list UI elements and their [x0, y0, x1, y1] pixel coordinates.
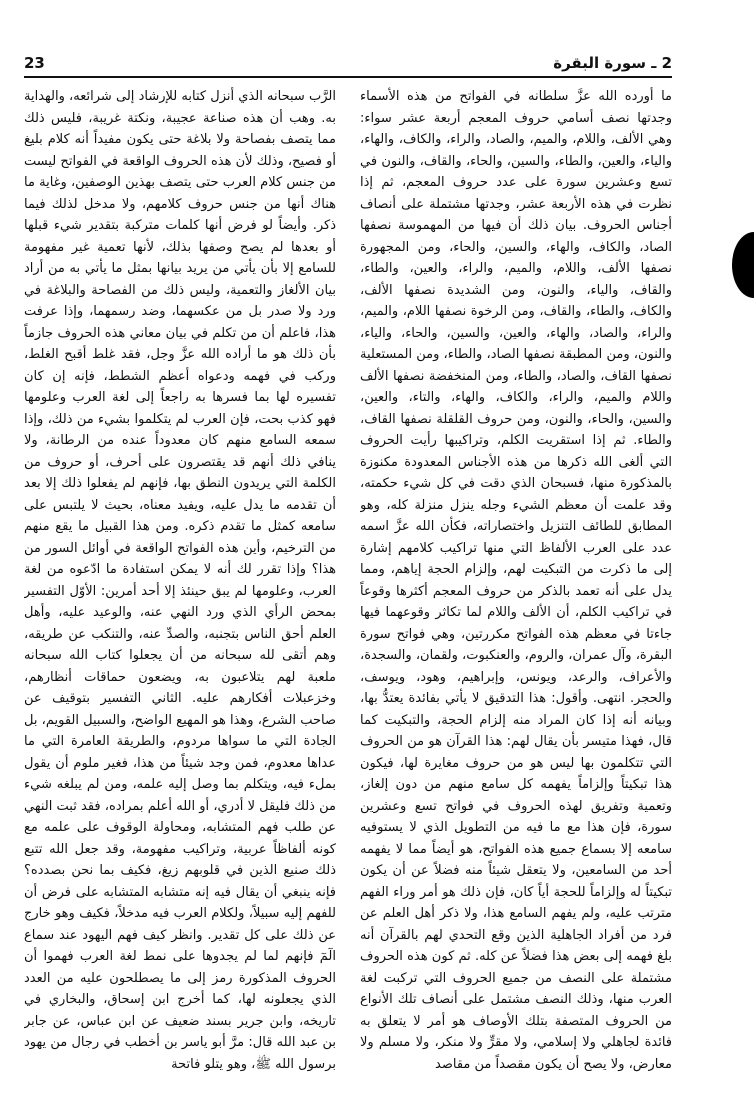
text-columns: [24, 86, 672, 1086]
left-column: [24, 86, 336, 1086]
running-title: 2 ـ سورة البقرة: [553, 54, 672, 72]
left-column-text: الرَّب سبحانه الذي أنزل كتابه للإرشاد إلى شرائعه، والهداية به. وهب أن هذه صناعة عجيبة، ونكتة غريبة، فليس ذلك مما يتصف بفصاحة ولا بلاغة حتى يكون مفيداً أنه كلام بليغ أو فصيح، وذلك لأن هذه الحروف الواقعة في الفواتح ليست من جنس كلام العرب حتى يتصف بهذين الوصفين، وغاية ما هناك أنها من جنس حروف كلامهم، ولا مدخل لذلك فيما ذكر. وأيضاً لو فرض أنها كلمات متركبة بتقدير شيء قبلها أو بعدها لم يصح وصفها بذلك، لأنها تعمية غير مفهومة للسامع إلا بأن يأتي من يريد بيانها بمثل ما يأتي به من أراد بيان الألغاز والتعمية، وليس ذلك من الفصاحة والبلاغة في ورد ولا صدر بل من عكسهما، وضد رسمهما، وإذا عرفت هذا، فاعلم أن من تكلم في بيان معاني هذه الحروف جازماً بأن ذلك هو ما أراده الله عزَّ وجل، فقد غلط أقبح الغلط، وركب في فهمه ودعواه أعظم الشطط، فإنه إن كان تفسيره لها بما فسرها به راجعاً إلى لغة العرب وعلومها فهو كذب بحت، فإن العرب لم يتكلموا بشيء من ذلك، وإذا سمعه السامع منهم كان معدوداً عنده من الرطانة، ولا ينافي ذلك أنهم قد يقتصرون على أحرف، أو حروف من الكلمة التي يريدون النطق بها، فإنهم لم يفعلوا ذلك إلا بعد أن تقدمه ما يدل عليه، ويفيد معناه، بحيث لا يلتبس على سامعه كمثل ما تقدم ذكره. ومن هذا القبيل ما يقع منهم من الترخيم، وأين هذه الفواتح الواقعة في أوائل السور من هذا؟ وإذا تقرر لك أنه لا يمكن استفادة ما ادّعوه من لغة العرب، وعلومها لم يبق حينئذ إلا أحد أمرين: الأوّل التفسير بمحض الرأي الذي ورد النهي عنه، والوعيد عليه، وأهل العلم أحق الناس بتجنبه، والصدِّ عنه، والتنكب عن طريقه، وهم أتقى لله سبحانه من أن يجعلوا كتاب الله سبحانه ملعبة لهم يتلاعبون به، ويضعون حماقات أنظارهم، وخزعبلات أفكارهم عليه. الثاني التفسير بتوقيف عن صاحب الشرع، وهذا هو المهيع الواضح، والسبيل القويم، بل الجادة التي ما سواها مردوم، والطريقة العامرة التي ما عداها معدوم، فمن وجد شيئاً من هذا، فغير ملوم أن يقول بملء فيه، ويتكلم بما وصل إليه علمه، ومن لم يبلغه شيء من ذلك فليقل لا أدري، أو الله أعلم بمراده، فقد ثبت النهي عن طلب فهم المتشابه، ومحاولة الوقوف على علمه مع كونه ألفاظاً عربية، وتراكيب مفهومة، وقد جعل الله تتبع ذلك صنيع الذين في قلوبهم زيغ، فكيف بما نحن بصدده؟ فإنه ينبغي أن يقال فيه إنه متشابه المتشابه على فرض أن للفهم إليه سبيلاً، ولكلام العرب فيه مدخلاً، فكيف وهو خارج عن ذلك على كل تقدير. وانظر كيف فهم اليهود عند سماع الٓمٓ فإنهم لما لم يجدوها على نمط لغة العرب فهموا أن الحروف المذكورة رمز إلى ما يصطلحون عليه من العدد الذي يجعلونه لها، كما أخرج ابن إسحاق، والبخاري في تاريخه، وابن جرير بسند ضعيف عن ابن عباس، عن جابر بن عبد الله قال: مرَّ أبو ياسر بن أخطب في رجال من يهود برسول الله ﷺ، وهو يتلو فاتحة: [24, 89, 336, 1072]
page-number: 23: [24, 54, 45, 72]
page-header: [24, 44, 672, 78]
page-edge-mark: [732, 232, 754, 298]
right-column: [360, 86, 672, 1086]
right-column-text: ما أورده الله عزَّ سلطانه في الفواتح من هذه الأسماء وجدتها نصف أسامي حروف المعجم أربعة عشر سواء: وهي الألف، واللام، والميم، والصاد، والراء، والكاف، والهاء، والياء، والعين، والطاء، والسين، والحاء، والقاف، والنون في تسع وعشرين سورة على عدد حروف المعجم، ثم إذا نظرت في هذه الأربعة عشر، وجدتها مشتملة على أنصاف أجناس الحروف. بيان ذلك أن فيها من المهموسة نصفها الصاد، والكاف، والهاء، والسين، والحاء، ومن المجهورة نصفها الألف، واللام، والميم، والراء، والعين، والطاء، والقاف، والياء، والنون، ومن الشديدة نصفها الألف، والكاف، والطاء، والقاف، ومن الرخوة نصفها اللام، والميم، والراء، والصاد، والهاء، والعين، والسين، والحاء، والياء، والنون، ومن المطبقة نصفها الصاد، والطاء، ومن المستعلية نصفها القاف، والصاد، والطاء، ومن المنخفضة نصفها الألف واللام والميم، والراء، والكاف، والهاء، والتاء، والعين، والسين، والحاء، والنون، ومن حروف القلقلة نصفها القاف، والطاء. ثم إذا استقريت الكلم، وتراكيبها رأيت الحروف التي ألغى الله ذكرها من هذه الأجناس المعدودة مكنوزة بالمذكورة منها، فسبحان الذي دقت في كل شيء حكمته، وقد علمت أن معظم الشيء وجله ينزل منزلة كله، وهو المطابق للطائف التنزيل واختصاراته، فكأن الله عزَّ اسمه عدد على العرب الألفاظ التي منها تراكيب كلامهم إشارة إلى ما ذكرت من التبكيت لهم، وإلزام الحجة إياهم، ومما يدل على أنه تعمد بالذكر من حروف المعجم أكثرها وقوعاً في تراكيب الكلم، أن الألف واللام لما تكاثر وقوعهما فيها جاءتا في معظم هذه الفواتح مكررتين، وهي فواتح سورة البقرة، وآل عمران، والروم، والعنكبوت، ولقمان، والسجدة، والأعراف، والرعد، ويونس، وإبراهيم، وهود، ويوسف، والحجر. انتهى. وأقول: هذا التدقيق لا يأتي بفائدة يعتدُّ بها، وبيانه أنه إذا كان المراد منه إلزام الحجة، والتبكيت كما قال، فهذا متيسر بأن يقال لهم: هذا القرآن هو من الحروف التي تتكلمون بها ليس هو من حروف مغايرة لها، فيكون هذا تبكيتاً وإلزاماً يفهمه كل سامع منهم من دون إلغاز، وتعمية وتفريق لهذه الحروف في فواتح تسع وعشرين سورة، فإن هذا مع ما فيه من التطويل الذي لا يستوفيه سامعه إلا بسماع جميع هذه الفواتح، هو أيضاً مما لا يفهمه أحد من السامعين، ولا يتعقل شيئاً منه فضلاً عن أن يكون تبكيتاً له وإلزاماً للحجة أياً كان، فإن ذلك هو أمر وراء الفهم مترتب عليه، ولم يفهم السامع هذا، ولا ذكر أهل العلم عن فرد من أفراد الجاهلية الذين وقع التحدي لهم بالقرآن أنه بلغ فهمه إلى بعض هذا فضلاً عن كله. ثم كون هذه الحروف مشتملة على النصف من جميع الحروف التي تركبت لغة العرب منها، وذلك النصف مشتمل على أنصاف تلك الأنواع من الحروف المتصفة بتلك الأوصاف هو أمر لا يتعلق به فائدة لجاهلي ولا إسلامي، ولا مقرٍّ ولا منكر، ولا مسلم ولا معارض، ولا يصح أن يكون مقصداً من مقاصد: [360, 89, 672, 1072]
